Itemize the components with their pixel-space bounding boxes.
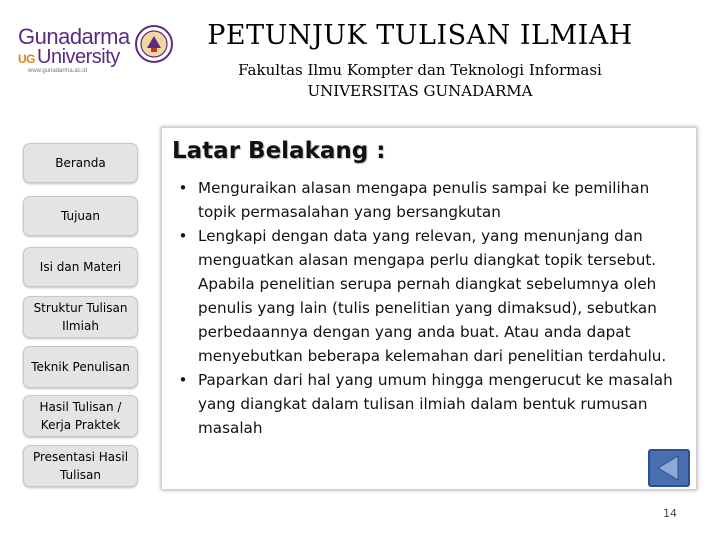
subtitle-line2: UNIVERSITAS GUNADARMA bbox=[307, 82, 533, 100]
nav-presentasi-button[interactable]: Presentasi Hasil Tulisan bbox=[23, 445, 138, 487]
bullet-text: Paparkan dari hal yang umum hingga mengerucut ke masalah yang diangkat dalam tulisan ilmiah dalam bentuk rumusan masalah bbox=[198, 371, 673, 437]
logo-line2 bbox=[18, 46, 120, 69]
bullet-marker: • bbox=[178, 371, 188, 389]
page-number: 14 bbox=[663, 507, 677, 520]
bullet-text: Lengkapi dengan data yang relevan, yang menunjang dan menguatkan alasan mengapa perlu diangkat topik tersebut. Apabila penelitian serupa pernah diangkat sebelumnya oleh penulis yang lain (tulis penelitian yang dimaksud), sebutkan perbedaannya dengan yang anda buat. Atau anda dapat menyebutkan beberapa kelemahan dari penelitian terdahulu. bbox=[198, 227, 667, 365]
university-logo bbox=[14, 22, 174, 78]
logo-url: www.gunadarma.ac.id bbox=[28, 68, 88, 74]
bullet-marker: • bbox=[178, 227, 188, 245]
nav-isi-materi-button[interactable]: Isi dan Materi bbox=[23, 247, 138, 287]
back-arrow-icon bbox=[650, 451, 688, 485]
nav-hasil-tulisan-button[interactable]: Hasil Tulisan / Kerja Praktek bbox=[23, 395, 138, 437]
nav-tujuan-button[interactable]: Tujuan bbox=[23, 196, 138, 236]
logo-line1: Gunadarma bbox=[18, 24, 130, 49]
nav-beranda-button[interactable]: Beranda bbox=[23, 143, 138, 183]
list-item bbox=[168, 368, 688, 440]
bullet-text: Menguraikan alasan mengapa penulis sampai ke pemilihan topik permasalahan yang bersangkutan bbox=[198, 179, 650, 221]
logo-ug: UG bbox=[18, 52, 35, 66]
university-seal-icon bbox=[134, 24, 174, 64]
page-subtitle bbox=[180, 60, 660, 102]
bullet-marker: • bbox=[178, 179, 188, 197]
logo-line2-text: University bbox=[37, 46, 120, 68]
list-item bbox=[168, 224, 688, 368]
bullet-list bbox=[168, 176, 688, 440]
page-title: PETUNJUK TULISAN ILMIAH bbox=[207, 20, 633, 51]
nav-struktur-tulisan-button[interactable]: Struktur Tulisan Ilmiah bbox=[23, 296, 138, 338]
list-item bbox=[168, 176, 688, 224]
section-heading: Latar Belakang : bbox=[172, 138, 386, 164]
nav-teknik-penulisan-button[interactable]: Teknik Penulisan bbox=[23, 346, 138, 388]
subtitle-line1: Fakultas Ilmu Kompter dan Teknologi Informasi bbox=[238, 61, 602, 79]
content-panel bbox=[161, 127, 697, 490]
back-button[interactable] bbox=[648, 449, 690, 487]
